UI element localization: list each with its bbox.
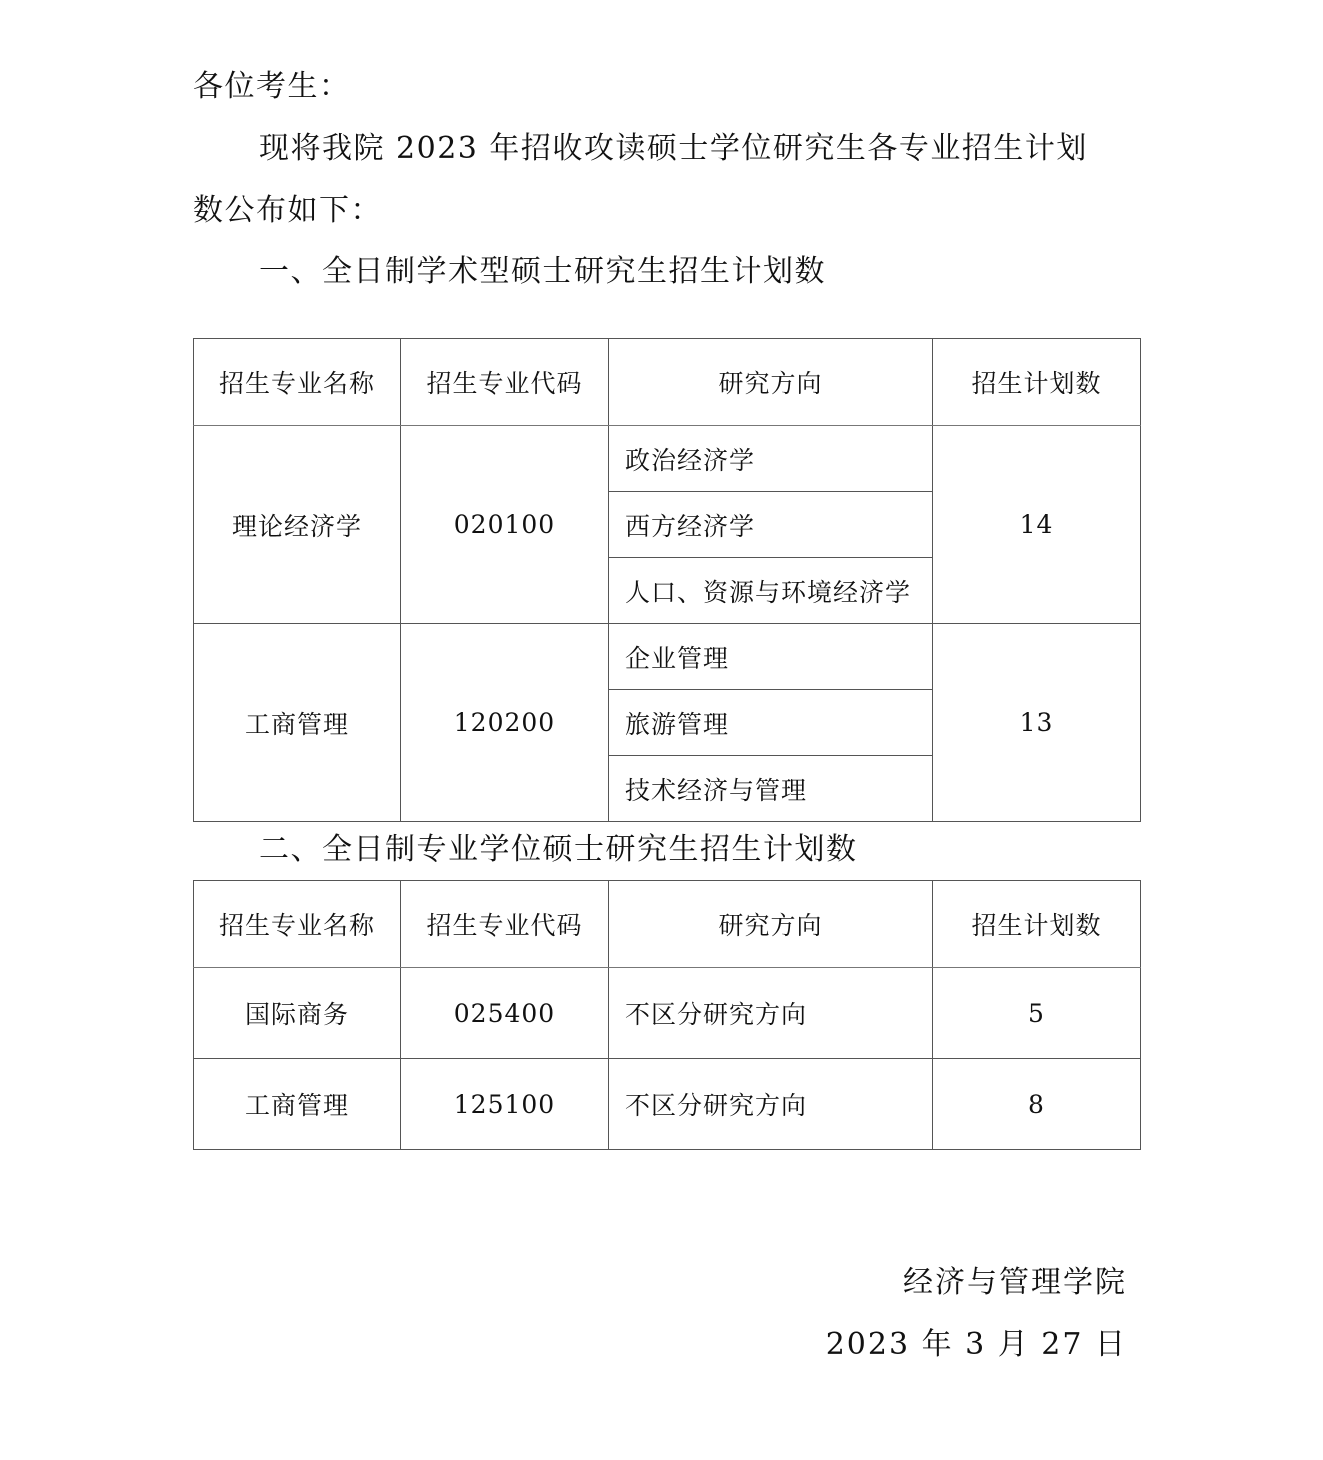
signature-block [707,1252,1127,1376]
cell-research-direction: 人口、资源与环境经济学 [609,558,933,624]
cell-major-name: 理论经济学 [194,426,401,624]
table-row [194,624,1141,690]
column-header-plan-count: 招生计划数 [933,881,1141,968]
table-row [194,968,1141,1059]
cell-major-code: 020100 [401,426,609,624]
section-heading-1: 一、全日制学术型硕士研究生招生计划数 [259,254,826,289]
cell-research-direction: 技术经济与管理 [609,756,933,822]
academic-plan-table-wrapper [193,338,1140,822]
table-row [194,1059,1141,1150]
column-header-major-name: 招生专业名称 [194,339,401,426]
cell-major-name: 工商管理 [194,1059,401,1150]
section-heading-2: 二、全日制专业学位硕士研究生招生计划数 [259,832,858,867]
signature-organization: 经济与管理学院 [903,1265,1127,1300]
academic-plan-table [193,338,1141,822]
column-header-major-code: 招生专业代码 [401,339,609,426]
professional-plan-table [193,880,1141,1150]
cell-research-direction: 旅游管理 [609,690,933,756]
cell-major-code: 025400 [401,968,609,1059]
table-header-row [194,339,1141,426]
column-header-major-code: 招生专业代码 [401,881,609,968]
column-header-research-direction: 研究方向 [609,881,933,968]
column-header-research-direction: 研究方向 [609,339,933,426]
table-row [194,426,1141,492]
document-body [193,56,1128,302]
cell-major-code: 120200 [401,624,609,822]
intro-paragraph-line-1: 现将我院 2023 年招收攻读硕士学位研究生各专业招生计划 [259,131,1088,166]
salutation: 各位考生： [193,69,351,104]
table-header-row [194,881,1141,968]
cell-research-direction: 不区分研究方向 [609,968,933,1059]
cell-research-direction: 不区分研究方向 [609,1059,933,1150]
cell-plan-count: 8 [933,1059,1141,1150]
column-header-major-name: 招生专业名称 [194,881,401,968]
cell-research-direction: 企业管理 [609,624,933,690]
cell-plan-count: 13 [933,624,1141,822]
cell-plan-count: 14 [933,426,1141,624]
column-header-plan-count: 招生计划数 [933,339,1141,426]
cell-major-code: 125100 [401,1059,609,1150]
cell-research-direction: 西方经济学 [609,492,933,558]
document-body-section-2 [193,820,1128,880]
professional-plan-table-wrapper [193,880,1140,1150]
cell-major-name: 国际商务 [194,968,401,1059]
cell-research-direction: 政治经济学 [609,426,933,492]
signature-date: 2023 年 3 月 27 日 [825,1327,1127,1362]
cell-plan-count: 5 [933,968,1141,1059]
intro-paragraph-line-2: 数公布如下： [193,193,382,228]
cell-major-name: 工商管理 [194,624,401,822]
